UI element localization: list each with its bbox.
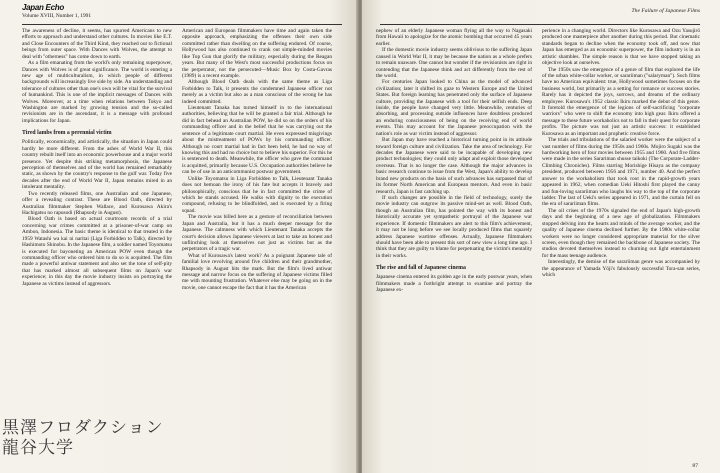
running-head-left — [22, 4, 342, 26]
volume-info: Volume XVIII, Number 1, 1991 — [22, 13, 92, 19]
stamp-line-2: 龍谷大学 — [2, 438, 74, 458]
left-column-2 — [182, 28, 332, 459]
paragraph: Blood Oath is based on actual courtroom records of a trial concerning war crimes committed at a prisoner-of-war camp on Ambon, Indonesia. The basic theme is identical to that treated in the 1959 Watashi wa kai ni naritai (Liga Forbidden to Talk), directed by Hashimoto Shinobu. In the Japanese film, a soldier named Toyomatsu is executed for bayoneting an American POW even though the commanding officer who ordered him to do so is acquitted. The film made a powerful antiwar statement and also set the tone of self-pity that has marked almost all subsequent films on Japan's war experience; in this day the movie industry insists on portraying the Japanese as victims instead of aggressors. — [22, 216, 172, 287]
right-page — [362, 0, 720, 473]
right-column-2 — [542, 28, 700, 459]
paragraph: The movie was billed here as a gesture of reconciliation between Japan and Australia, but it has a much deeper message for the Japanese. The calmness with which Lieutenant Tanaka accepts the court's decision allows Japanese viewers at last to take an honest and unflinching look at themselves not just as victims but as the perpetrators of a tragic war. — [182, 214, 332, 253]
paragraph: Although Blood Oath deals with the same theme as Liga Forbidden to Talk, it presents the condemned Japanese officer not merely as a victim but also as a man conscious of the wrong he has indeed committed. — [182, 79, 332, 105]
left-column-1 — [22, 28, 172, 459]
article-title: The Failure of Japanese Films — [631, 8, 700, 14]
library-stamp — [2, 418, 164, 470]
publication-logo: Japan Echo — [22, 3, 64, 12]
running-head-right — [380, 4, 700, 26]
paragraph: What of Kurosawa's latest work? As a poignant Japanese tale of familial love revolving around five children and their grandmother, Rhapsody in August hits the mark. But the film's lived antiwar message and narrow focus on the suffering of Japanese victims filled me with mounting frustration. Whatever else may be going on in the movie, one cannot escape the fact that it has the American — [182, 252, 332, 291]
paragraph: Japanese cinema entered its golden age in the early postwar years, when filmmakers made a forthright attempt to examine and portray the Japanese ex- — [376, 274, 532, 294]
paragraph: The trials and tribulations of the salaried worker were the subject of a vast number of films during the 1950s and 1960s. Mojiro Sugaki was the hardworking hero of four movies between 1955 and 1960. And five films were made in the series Sarariman shusse taikoki (The Corporate-Ladder-Climbing Chronicles). Films starring Morishige Hisaya as the company president, produced between 1956 and 1971, number 40. And the perfect answer to the workaholism that took root in the rapid-growth years appeared in 1962, when comedian Ueki Hitoshi first played the canny and fun-loving sarariiman who laughs his way to the top of the corporate ladder. The last of Ueki's series appeared in 1971, and the curtain fell on the era of sarariiman films. — [542, 137, 700, 208]
section-heading: The rise and fall of Japanese cinema — [376, 265, 466, 272]
stamp-line-1: 黒澤フロダクション — [2, 418, 164, 438]
header-rule — [380, 24, 700, 25]
paragraph: For centuries Japan looked to China as the model of advanced civilization; later it shifted its gaze to Western Europe and the United States. But foreign learning has penetrated only the surface of Japanese culture, providing the Japanese with a tool for their selfish ends. Deep inside, the people have changed very little. Meanwhile, centuries of absorbing, and processing outside influences have doubtless produced an enduring consciousness of being on the receiving end of world events. This may account for the Japanese preoccupation with the nation's role as war victim instead of aggressor. — [376, 79, 532, 137]
right-column-1 — [376, 28, 532, 459]
paragraph: But Japan may have reached a historical turning point in its attitude toward foreign culture and civilization. Take the area of technology. For decades the Japanese were said to be incapable of developing new product technologies; they could only adapt and exploit those developed overseas. That is no longer the case. Although the major advances in basic research continue to issue from the West, Japan's ability to develop brand new products on the basis of such advances has surpassed that of its former North American and European mentors. And even in basic research, Japan is fast catching up. — [376, 137, 532, 195]
left-page — [0, 0, 358, 473]
section-heading: Tired lambs from a perennial victim — [22, 130, 112, 137]
paragraph: If the domestic movie industry seems oblivious to the suffering Japan caused in World War II, it may be because the nation as a whole prefers to remain unaware. One cannot but wonder if the revisionists are right in contending that the Japanese think and act differently from the rest of the world. — [376, 47, 532, 79]
paragraph: Interestingly, the demise of the sarariiman genre was accompanied by the appearance of Yamada Yōji's fabulously successful Tora-san series, which — [542, 259, 700, 279]
paragraph: As a film emanating from the world's only remaining superpower, Dances with Wolves is of great significance. The world is entering a new age of multiculturalism, in which people of different backgrounds will increasingly live side by side. An understanding and tolerance of cultures other than one's own will be vital for the survival of humankind. This is one of the implicit messages of Dances with Wolves. Moreover, at a time when relations between Tokyo and Washington are marked by growing tension and the so-called revisionists are in the ascendant, it is a message with profound implications for Japan. — [22, 60, 172, 124]
paragraph: The oil crises of the 1970s signaled the end of Japan's high-growth days and the beginning of a new age of globalization. Filmmakers stopped delving into the hearts and minds of the average worker, and the quality of Japanese cinema declined further. By the 1980s white-collar workers were no longer considered appropriate material for the silver screen, even though they remained the backbone of Japanese society. The studios devoted themselves instead to churning out light entertainment for the mass teenage audience. — [542, 207, 700, 259]
paragraph: Two recently released films, one Australian and one Japanese, offer a revealing contrast. These are Blood Oath, directed by Australian filmmaker Stephen Wallace, and Kurosawa Akira's Hachigatsu no rapusodi (Rhapsody in August). — [22, 190, 172, 216]
paragraph: nephew of an elderly Japanese woman flying all the way to Nagasaki from Hawaii to apologize for the atomic bombing that occurred 45 years earlier. — [376, 28, 532, 47]
header-rule — [22, 24, 342, 25]
paragraph: American and European filmmakers have time and again taken the opposite approach, emphasizing the offenses their own side committed rather than dwelling on the suffering endured. Of course, Hollywood has also continued to crank out simple-minded movies like Top Gun that glorify the military, especially during the Reagan years. But many of the West's most successful productions focus on the perpetrator, not the persecuted—Music Box by Costa-Gavras (1989) is a recent example. — [182, 28, 332, 79]
paragraph: Lieutenant Tanaka has turned himself in to the international authorities, believing that he will be granted a fair trial. Although he did in fact behead an Australian POW, he did so on the orders of his commanding officer and in the belief that he was carrying out the sentence of a legitimate court martial. He even expressed misgivings about the mistreatment of POWs by his commanding officer. Although no court martial had in fact been held, he had no way of knowing this and had no choice but to believe his superior. For this he is sentenced to death. Meanwhile, the officer who gave the command is acquitted, primarily because U.S. Occupation authorities believe he can be of use in an anticommunist postwar government. — [182, 105, 332, 176]
paragraph: Politically, economically, and artistically, the situation in Japan could hardly be more different. From the ashes of World War II, this country rebuilt itself into an economic powerhouse and a major world presence. Yet despite this striking metamorphosis, the Japanese perception of themselves and of the world has remained remarkably static, as shown by the country's response to the gulf war. Today five decades after the end of World War II, Japan remains mired in an intolerant mentality. — [22, 139, 172, 191]
paragraph: The 1950s saw the emergence of a genre of film that explored the life of the urban white-collar worker, or sarariiman ("salaryman"). Such films have no American equivalent: true, Hollywood sometimes focuses on the business world, but primarily as a setting for romance or success stories. Rarely has it depicted the joys, sorrows, and dreams of the ordinary employee. Kurosawa's 1952 classic Ikiru marked the debut of this genre. It foretold the emergence of the legions of self-sacrificing "corporate warriors" who were to shift the economy into high gear. Ikiru offered a message to these future workaholics not to fall in their quest for corporate profits. The picture was not just an artistic success: it established Kurosawa as an important and prophetic creative force. — [542, 66, 700, 137]
paragraph: Unlike Toyomatsu in Liga Forbidden to Talk, Lieutenant Tanaka does not bemoan the irony of his fate but accepts it bravely and philosophically, conscious that he in fact committed the crime of which he stands accused. He walks with dignity to the execution compound, refusing to be blindfolded, and is executed by a firing squad. — [182, 175, 332, 214]
paragraph: The awareness of decline, it seems, has spurred Americans to new efforts to approach and understand other cultures. In movies like E.T. and Close Encounters of the Third Kind, they reached out to fictional beings from outer space. With Dances with Wolves, the attempt to deal with "otherness" has come down to earth. — [22, 28, 172, 60]
paragraph: If such changes are possible in the field of technology, surely the movie industry can outgrow its passive mind-set as well. Blood Oath, though an Australian film, has pointed the way with its honest and historically accurate yet sympathetic portrayal of the Japanese war experience. If domestic filmmakers are alert to this film's achievement, it may not be long before we see locally produced films that squarely address Japanese wartime offenses. Actually, Japanese filmmakers should have been able to present this sort of new view a long time ago. I think that they are guilty to blame for perpetuating the victim's mentality in their works. — [376, 194, 532, 259]
page-number: 87 — [692, 463, 698, 469]
paragraph: perience in a changing world. Directors like Kurosawa and Ozu Yasujirō produced one masterpiece after another during this period. But cinematic standards began to decline when the economy took off, and now that Japan has emerged as an economic superpower, the film industry is in an artistic shambles. The simple reason is that we have stopped taking an objective look at ourselves. — [542, 28, 700, 67]
